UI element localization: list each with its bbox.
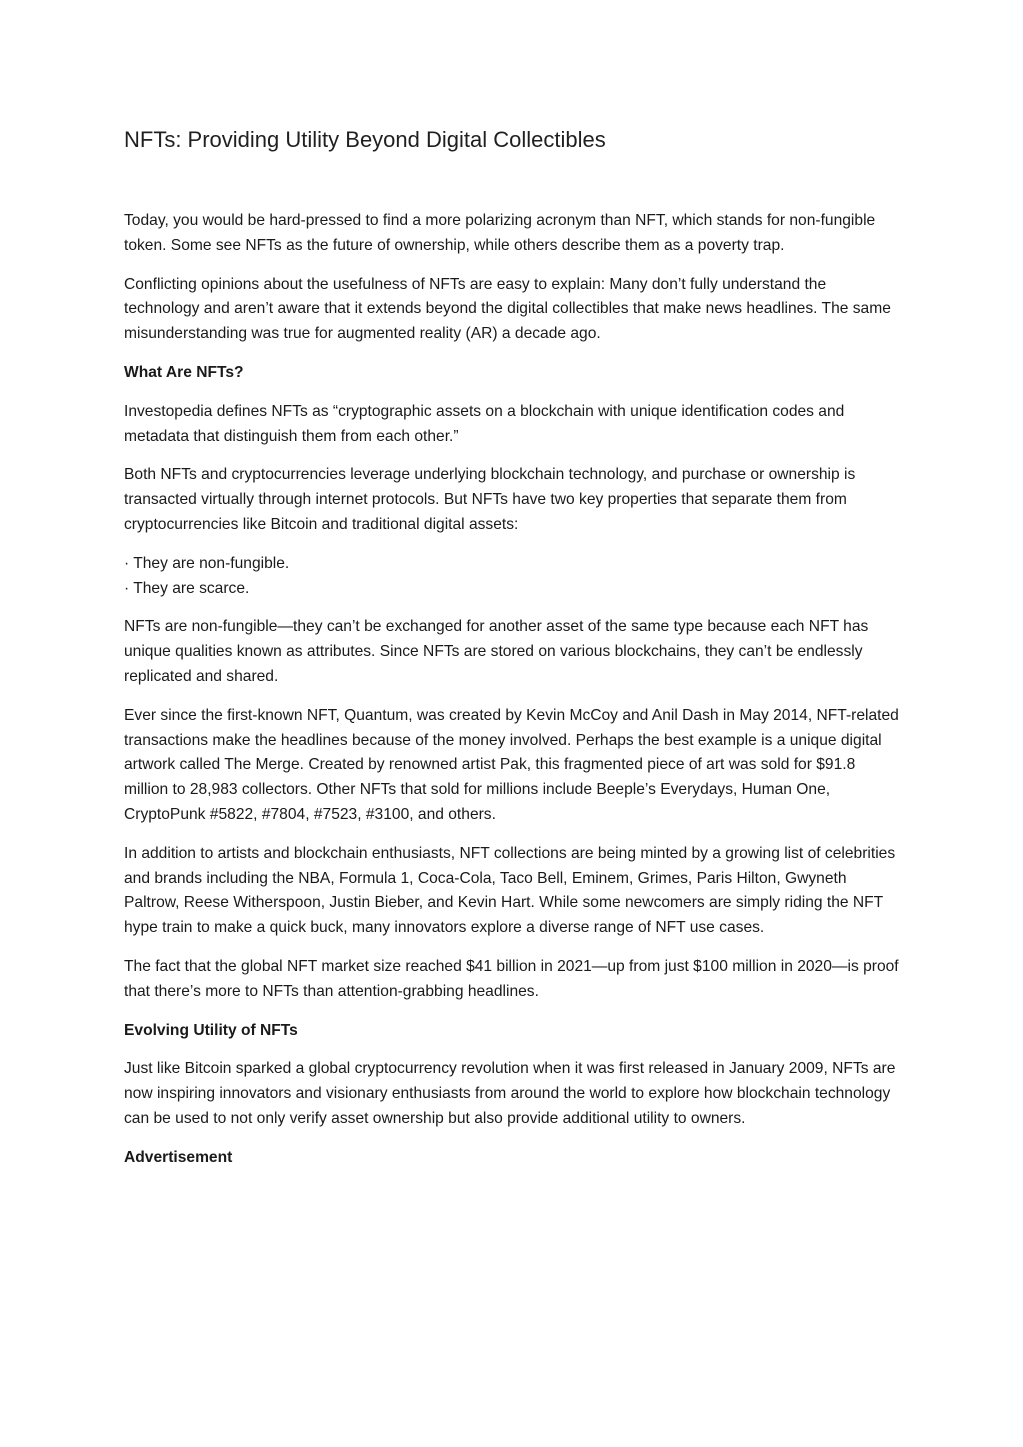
list-item-text: They are non-fungible. xyxy=(133,554,290,572)
paragraph-conflicting-opinions: Conflicting opinions about the usefulness of NFTs are easy to explain: Many don’t fully understand the technology and aren’t aware that it extends beyond the digital collectibles that make news headlines. The same misunderstanding was true for augmented reality (AR) a decade ago. xyxy=(124,275,891,343)
properties-list xyxy=(124,552,902,602)
list-item-text: They are scarce. xyxy=(133,579,250,597)
list-item xyxy=(124,552,902,577)
paragraph-key-properties: Both NFTs and cryptocurrencies leverage underlying blockchain technology, and purchase or ownership is transacted virtually through internet protocols. But NFTs have two key properties that separate them from cryptocurrencies like Bitcoin and traditional digital assets: xyxy=(124,466,856,533)
section-heading-what-are-nfts: What Are NFTs? xyxy=(124,363,244,381)
document-body xyxy=(124,209,902,1185)
paragraph-first-nft-history: Ever since the first-known NFT, Quantum, was created by Kevin McCoy and Anil Dash in May 2014, NFT-related transactions make the headlines because of the money involved. Perhaps the best example is a unique digital artwork called The Merge. Created by renowned artist Pak, this fragmented piece of art was sold for $91.8 million to 28,983 collectors. Other NFTs that sold for millions include Beeple’s Everydays, Human One, CryptoPunk #5822, #7804, #7523, #3100, and others. xyxy=(124,706,899,823)
document-title: NFTs: Providing Utility Beyond Digital Collectibles xyxy=(124,127,606,152)
paragraph-intro: Today, you would be hard-pressed to find a more polarizing acronym than NFT, which stands for non-fungible token. Some see NFTs as the future of ownership, while others describe them as a poverty trap. xyxy=(124,212,876,254)
paragraph-celebrities-brands: In addition to artists and blockchain enthusiasts, NFT collections are being minted by a growing list of celebrities and brands including the NBA, Formula 1, Coca-Cola, Taco Bell, Eminem, Grimes, Paris Hilton, Gwyneth Paltrow, Reese Witherspoon, Justin Bieber, and Kevin Hart. While some newcomers are simply riding the NFT hype train to make a quick buck, many innovators explore a diverse range of NFT use cases. xyxy=(124,844,896,937)
paragraph-market-size: The fact that the global NFT market size reached $41 billion in 2021—up from just $100 million in 2020—is proof that there’s more to NFTs than attention-grabbing headlines. xyxy=(124,957,899,1000)
paragraph-bitcoin-comparison: Just like Bitcoin sparked a global cryptocurrency revolution when it was first released in January 2009, NFTs are now inspiring innovators and visionary enthusiasts from around the world to explore how blockchain technology can be used to not only verify asset ownership but also provide additional utility to owners. xyxy=(124,1060,896,1127)
bullet-marker: · xyxy=(124,554,130,572)
section-heading-evolving-utility: Evolving Utility of NFTs xyxy=(124,1021,298,1039)
paragraph-investopedia-definition: Investopedia defines NFTs as “cryptographic assets on a blockchain with unique identification codes and metadata that distinguish them from each other.” xyxy=(124,402,845,445)
section-heading-advertisement: Advertisement xyxy=(124,1148,233,1166)
paragraph-non-fungible: NFTs are non-fungible—they can’t be exchanged for another asset of the same type because each NFT has unique qualities known as attributes. Since NFTs are stored on various blockchains, they can’t be endlessly replicated and shared. xyxy=(124,618,869,685)
list-item xyxy=(124,577,902,602)
bullet-marker: · xyxy=(124,579,130,597)
